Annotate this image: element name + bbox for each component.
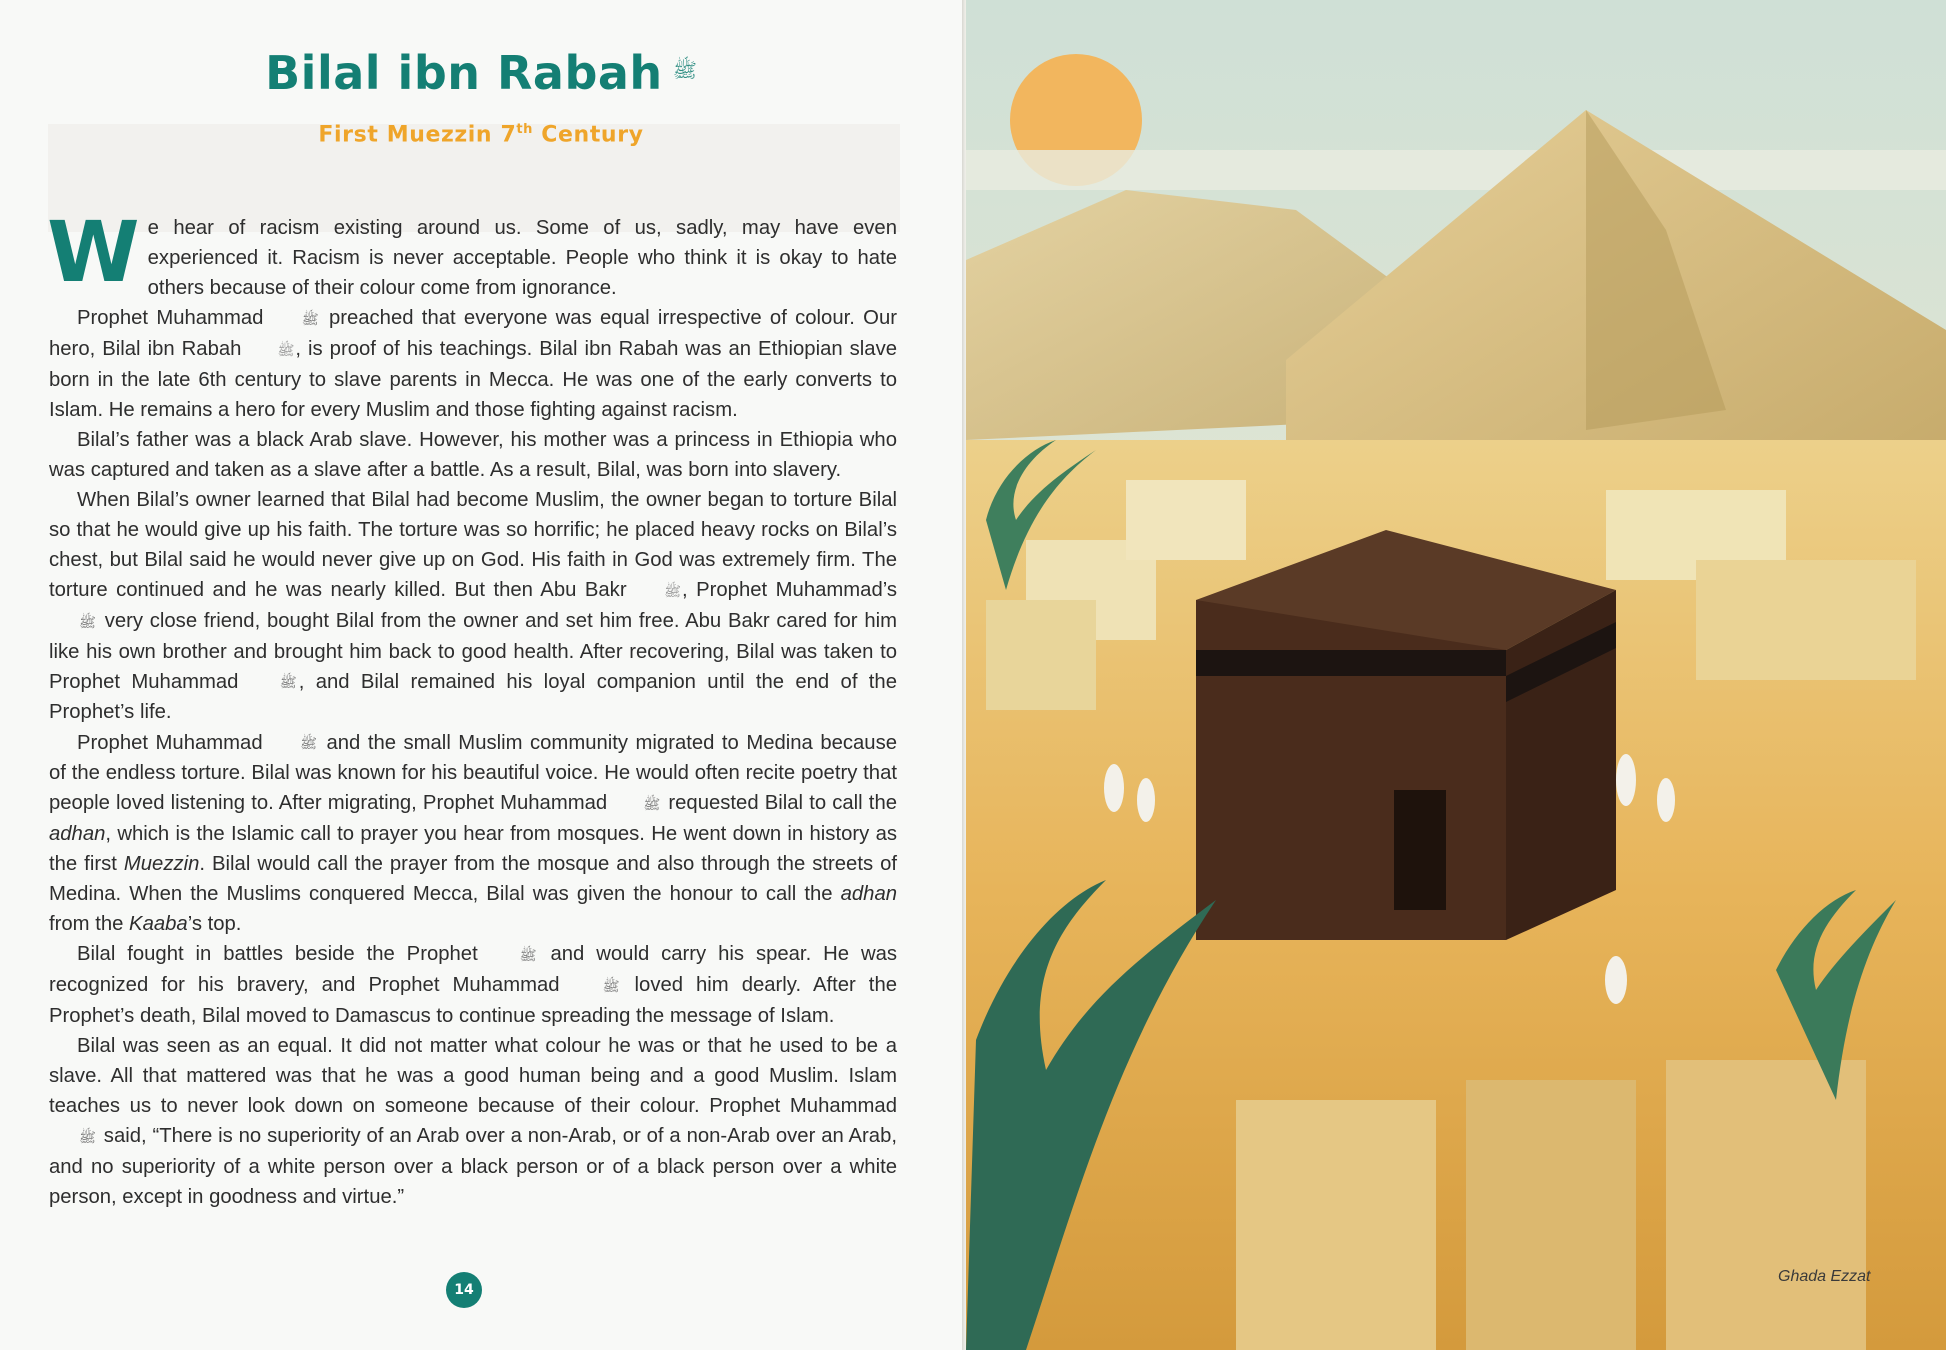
illustrator-credit: Ghada Ezzat [1778, 1268, 1871, 1285]
page-title [0, 46, 962, 100]
pbuh-glyph: ﷺ [602, 977, 620, 994]
figure-4 [1657, 778, 1675, 822]
paragraph-7: Bilal was seen as an equal. It did not matter what colour he was or that he used to be a slave. All that mattered was that he was a good human being and a good Muslim. Islam teaches us to never look down on someone because of their colour. Prophet Muhammad ﷺ said, “There is no superiority of an Arab over a non-Arab, or of a non-Arab over an Arab, and no superiority of a white person over a black person or of a black person over a white person, except in goodness and virtue.” [49, 1034, 897, 1208]
figure-5 [1605, 956, 1627, 1004]
figure-3 [1616, 754, 1636, 806]
left-page [0, 0, 962, 1350]
house-bottom-1 [1236, 1100, 1436, 1350]
paragraph-5: Prophet Muhammad ﷺ and the small Muslim community migrated to Medina because of the endless torture. Bilal was known for his beautiful voice. He would often recite poetry that people loved listening to. After migrating, Prophet Muhammad ﷺ requested Bilal to call the adhan, which is the Islamic call to prayer you hear from mosques. He went down in history as the first Muezzin. Bilal would call the prayer from the mosque and also through the streets of Medina. When the Muslims conquered Mecca, Bilal was given the honour to call the adhan from the Kaaba’s top. [49, 728, 897, 940]
pbuh-glyph: ﷺ [79, 613, 96, 630]
cloud-band [966, 150, 1946, 190]
kaaba-kiswa-band [1196, 650, 1506, 676]
kaaba-illustration [966, 0, 1946, 1350]
pbuh-glyph: ﷺ [79, 1128, 96, 1145]
paragraph-6: Bilal fought in battles beside the Prophet ﷺ and would carry his spear. He was recognized for his bravery, and Prophet Muhammad ﷺ loved him dearly. After the Prophet’s death, Bilal moved to Damascus to continue spreading the message of Islam. [49, 939, 897, 1030]
pbuh-glyph: ﷺ [279, 674, 297, 691]
pbuh-glyph: ﷺ [643, 795, 661, 812]
drop-cap: W [47, 203, 140, 301]
paragraph-3: Bilal’s father was a black Arab slave. However, his mother was a princess in Ethiopia who was captured and taken as a slave after a battle. As a result, Bilal, was born into slavery. [49, 428, 897, 481]
ra-glyph: ﷺ [664, 582, 681, 599]
pbuh-glyph: ﷺ [300, 735, 318, 752]
paragraph-2: Prophet Muhammad ﷺ preached that everyone was equal irrespective of colour. Our hero, Bilal ibn Rabah ﷺ, is proof of his teachings. Bilal ibn Rabah was an Ethiopian slave born in the late 6th century to slave parents in Mecca. He was one of the early converts to Islam. He remains a hero for every Muslim and those fighting against racism. [49, 303, 897, 425]
page-title-text: Bilal ibn Rabah [265, 46, 663, 100]
article-body [47, 203, 898, 1212]
paragraph-1: We hear of racism existing around us. Some of us, sadly, may have even experienced it. Racism is never acceptable. People who think it is okay to hate others because of their colour come from ignorance. [47, 203, 897, 301]
house-bottom-3 [1666, 1060, 1866, 1350]
page-number-badge: 14 [446, 1272, 482, 1308]
figure-2 [1137, 778, 1155, 822]
ra-glyph: ﷺ [277, 341, 295, 358]
pbuh-glyph: ﷺ [519, 947, 537, 963]
house-left-2 [986, 600, 1096, 710]
house-left-3 [1126, 480, 1246, 560]
honorific-glyph: ﷺ [672, 58, 697, 82]
house-right-2 [1696, 560, 1916, 680]
paragraph-4: When Bilal’s owner learned that Bilal had become Muslim, the owner began to torture Bilal so that he would give up his faith. The torture was so horrific; he placed heavy rocks on Bilal’s chest, but Bilal said he would never give up on God. His faith in God was extremely firm. The torture continued and he was nearly killed. But then Abu Bakr ﷺ, Prophet Muhammad’s ﷺ very close friend, bought Bilal from the owner and set him free. Abu Bakr cared for him like his own brother and brought him back to good health. After recovering, Bilal was taken to Prophet Muhammad ﷺ, and Bilal remained his loyal companion until the end of the Prophet’s life. [49, 489, 898, 724]
subtitle: First Muezzin 7th Century [318, 122, 644, 148]
figure-1 [1104, 764, 1124, 812]
kaaba-door [1394, 790, 1446, 910]
pbuh-glyph: ﷺ [301, 310, 319, 327]
house-bottom-2 [1466, 1080, 1636, 1350]
